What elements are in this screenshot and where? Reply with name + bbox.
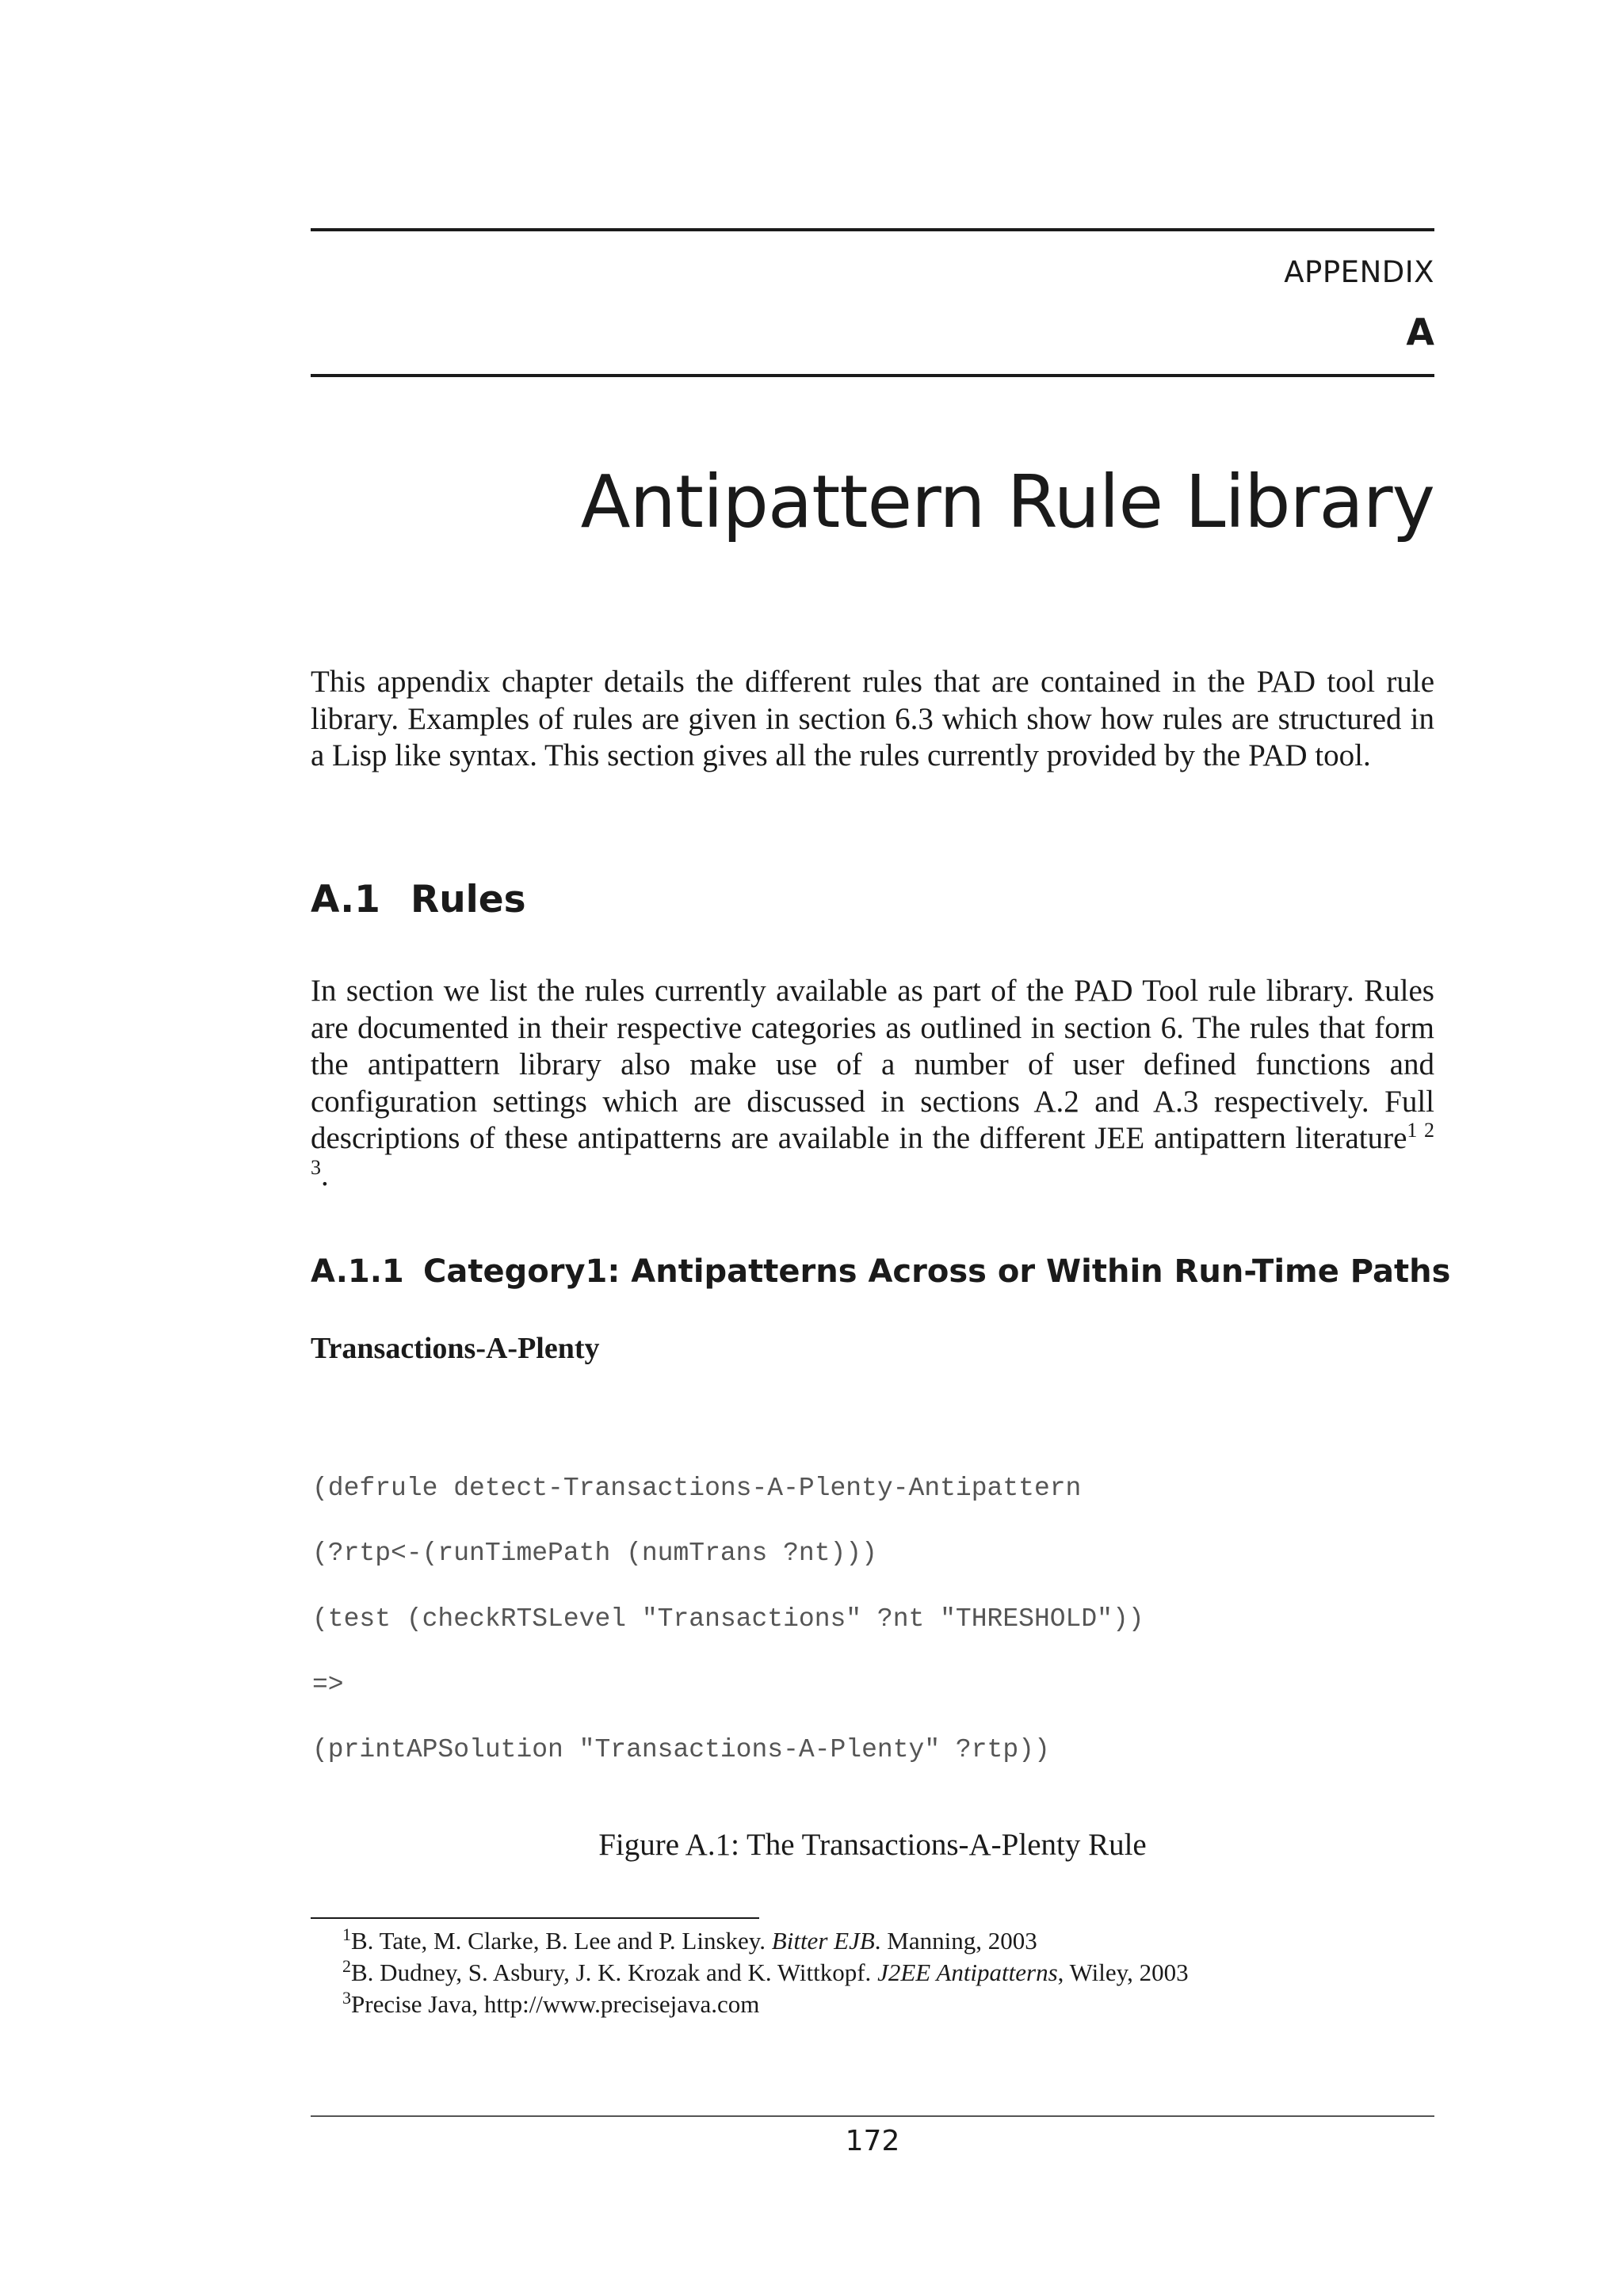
chapter-letter: A — [1406, 311, 1434, 353]
footnote-text: B. Tate, M. Clarke, B. Lee and P. Linskey. — [351, 1927, 772, 1955]
footnote-title: Bitter EJB — [771, 1927, 875, 1955]
footer-rule — [311, 2115, 1434, 2117]
chapter-label: APPENDIX — [1284, 255, 1434, 289]
page-number: 172 — [845, 2125, 900, 2157]
section-body-end: . — [321, 1158, 329, 1192]
footnote-link[interactable]: Precise Java, http://www.precisejava.com — [351, 1990, 760, 2018]
figure-caption: Figure A.1: The Transactions-A-Plenty Rule — [598, 1828, 1147, 1862]
code-line: (?rtp<-(runTimePath (numTrans ?nt))) — [312, 1539, 877, 1568]
footnote-mark: 1 — [342, 1924, 351, 1944]
section-number: A.1 — [311, 878, 380, 921]
section-heading — [311, 878, 526, 921]
chapter-rule-top — [311, 228, 1434, 231]
footnote — [342, 1990, 759, 2019]
intro-paragraph: This appendix chapter details the different rules that are contained in the PAD tool rule library. Examples of rules are given in section 6.3 which show how rules are structured in a Lisp like syntax. This section gives all the rules currently provided by the PAD tool. — [311, 665, 1434, 772]
footnote-ref-2[interactable]: 2 — [1424, 1119, 1434, 1142]
footnote-mark: 3 — [342, 1988, 351, 2008]
footnote-text: B. Dudney, S. Asbury, J. K. Krozak and K. Wittkopf. — [351, 1958, 878, 1986]
subsection-heading — [311, 1253, 1450, 1290]
footnote-rule — [311, 1917, 759, 1919]
footnote-mark: 2 — [342, 1956, 351, 1976]
chapter-title: Antipattern Rule Library — [580, 460, 1434, 544]
chapter-rule-bottom — [311, 374, 1434, 377]
footnote — [342, 1924, 1037, 1955]
code-line: (defrule detect-Transactions-A-Plenty-Antipattern — [312, 1474, 1082, 1503]
code-line: (printAPSolution "Transactions-A-Plenty" ?rtp)) — [312, 1735, 1050, 1764]
section-body-text: In section we list the rules currently available as part of the PAD Tool rule library. Rules are documented in their respective categories as outlined in section 6. The rules that form the antipattern library also make use of a number of user defined functions and configuration settings which are discussed in sections A.2 and A.3 respectively. Full descriptions of these antipatterns are available in the different JEE antipattern literature — [311, 974, 1434, 1155]
footnote-title: J2EE Antipatterns — [877, 1958, 1058, 1986]
paragraph-heading: Transactions-A-Plenty — [311, 1332, 600, 1365]
footnote-text: . Manning, 2003 — [874, 1927, 1037, 1955]
code-line: => — [312, 1670, 344, 1699]
subsection-number: A.1.1 — [311, 1253, 404, 1290]
section-paragraph — [311, 973, 1434, 1194]
footnote-ref-1[interactable]: 1 — [1407, 1119, 1418, 1142]
subsection-title: Category1: Antipatterns Across or Within Run-Time Paths — [423, 1253, 1451, 1290]
footnote — [342, 1958, 1189, 1987]
footnote-text: , Wiley, 2003 — [1057, 1958, 1189, 1986]
footnote-ref-3[interactable]: 3 — [311, 1155, 321, 1179]
section-title: Rules — [411, 878, 526, 921]
code-line: (test (checkRTSLevel "Transactions" ?nt "THRESHOLD")) — [312, 1604, 1144, 1634]
